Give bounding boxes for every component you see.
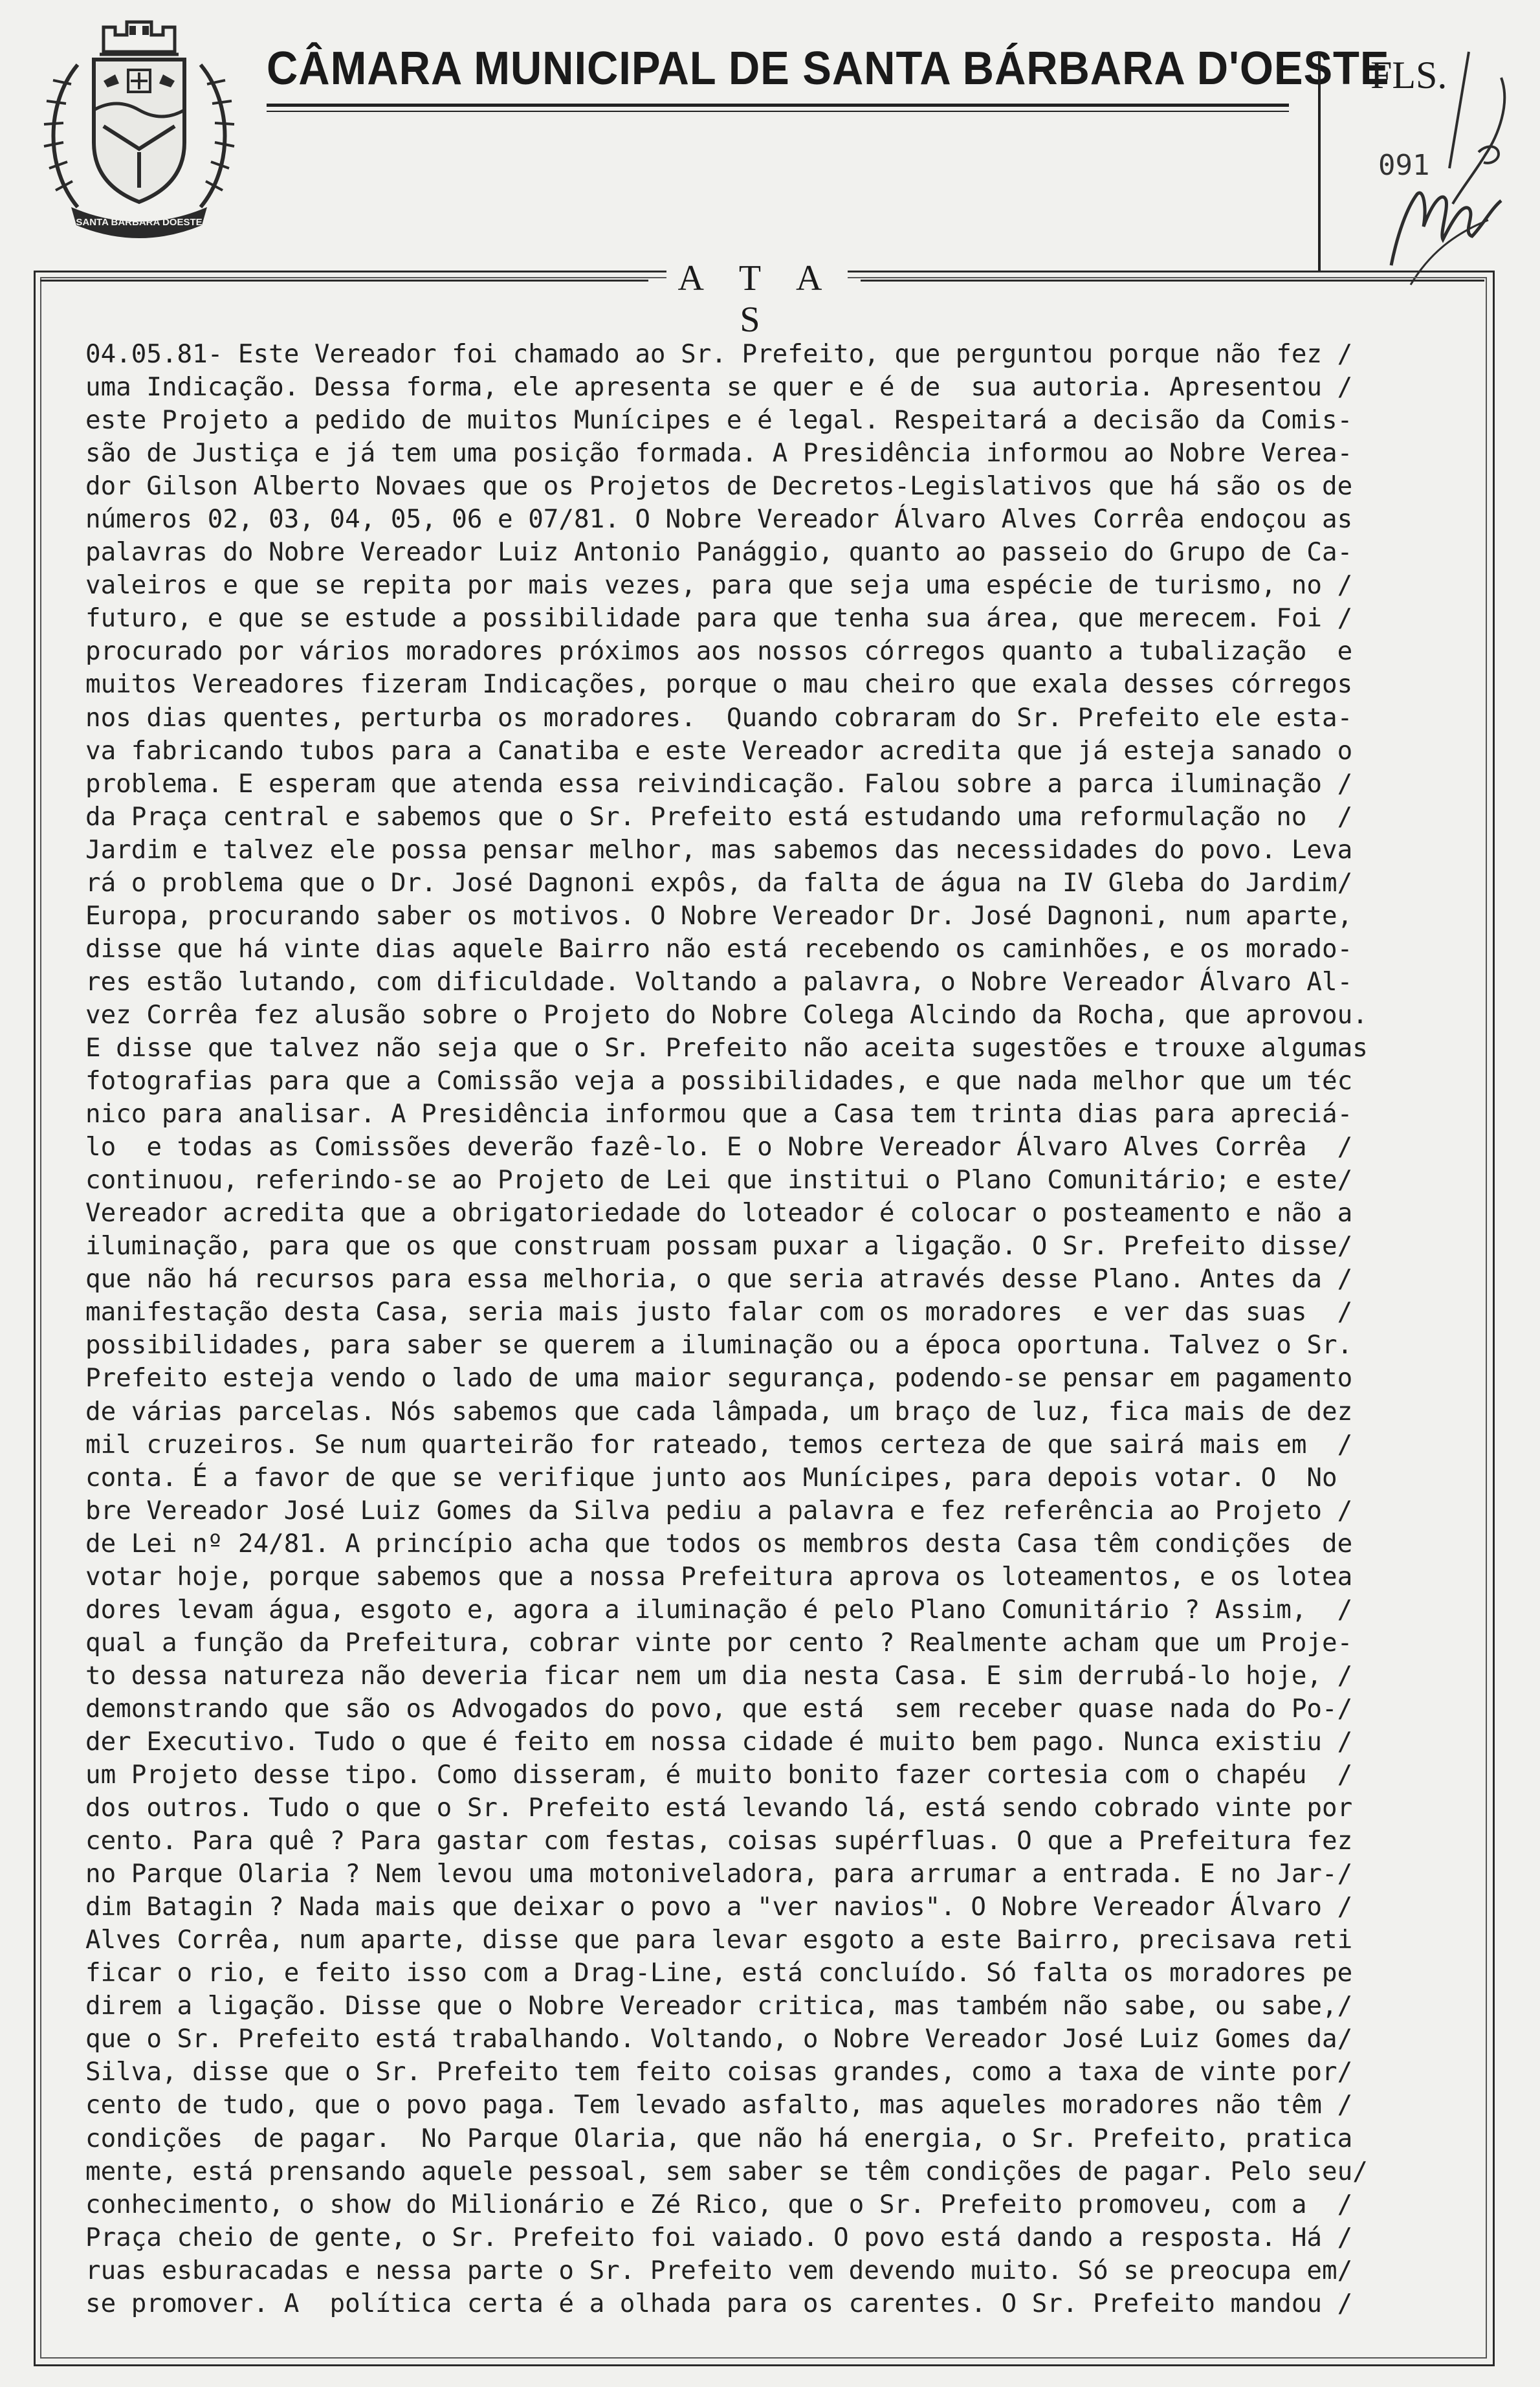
text-line: manifestação desta Casa, seria mais justo falar com os moradores e ver das suas / bbox=[85, 1298, 1353, 1327]
text-line: nico para analisar. A Presidência informou que a Casa tem trinta dias para apreciá- bbox=[85, 1100, 1353, 1129]
folio-number: 091 bbox=[1378, 149, 1430, 182]
text-line: nos dias quentes, perturba os moradores. Quando cobraram do Sr. Prefeito ele esta- bbox=[85, 703, 1353, 733]
text-line: que o Sr. Prefeito está trabalhando. Voltando, o Nobre Vereador José Luiz Gomes da/ bbox=[85, 2025, 1353, 2054]
text-line: lo e todas as Comissões deverão fazê-lo. E o Nobre Vereador Álvaro Alves Corrêa / bbox=[85, 1133, 1353, 1162]
text-line: números 02, 03, 04, 05, 06 e 07/81. O Nobre Vereador Álvaro Alves Corrêa endoçou as bbox=[85, 505, 1353, 535]
text-line: futuro, e que se estude a possibilidade para que tenha sua área, que merecem. Foi / bbox=[85, 604, 1353, 634]
text-line: problema. E esperam que atenda essa reivindicação. Falou sobre a parca iluminação / bbox=[85, 769, 1353, 799]
handwritten-signature bbox=[1372, 39, 1527, 311]
text-line: va fabricando tubos para a Canatiba e este Vereador acredita que já esteja sanado o bbox=[85, 736, 1353, 766]
text-line: Silva, disse que o Sr. Prefeito tem feito coisas grandes, como a taxa de vinte por/ bbox=[85, 2058, 1353, 2087]
text-line: ficar o rio, e feito isso com a Drag-Line, está concluído. Só falta os moradores pe bbox=[85, 1959, 1353, 1988]
text-line: valeiros e que se repita por mais vezes, para que seja uma espécie de turismo, no / bbox=[85, 571, 1353, 601]
text-line: de várias parcelas. Nós sabemos que cada lâmpada, um braço de luz, fica mais de dez bbox=[85, 1397, 1353, 1427]
text-line: E disse que talvez não seja que o Sr. Prefeito não aceita sugestões e trouxe algumas bbox=[85, 1033, 1368, 1063]
text-line: de Lei nº 24/81. A princípio acha que todos os membros desta Casa têm condições de bbox=[85, 1529, 1353, 1559]
text-line: condições de pagar. No Parque Olaria, que não há energia, o Sr. Prefeito, pratica bbox=[85, 2124, 1353, 2153]
text-line: procurado por vários moradores próximos aos nossos córregos quanto a tubalização e bbox=[85, 637, 1353, 667]
text-line: ruas esburacadas e nessa parte o Sr. Prefeito vem devendo muito. Só se preocupa em/ bbox=[85, 2256, 1353, 2285]
text-line: vez Corrêa fez alusão sobre o Projeto do Nobre Colega Alcindo da Rocha, que aprovou. bbox=[85, 1000, 1368, 1030]
text-line: da Praça central e sabemos que o Sr. Prefeito está estudando uma reformulação no / bbox=[85, 802, 1353, 832]
text-line: dim Batagin ? Nada mais que deixar o povo a "ver navios". O Nobre Vereador Álvaro / bbox=[85, 1893, 1353, 1922]
text-line: 04.05.81- Este Vereador foi chamado ao Sr. Prefeito, que perguntou porque não fez / bbox=[85, 340, 1353, 369]
text-line: fotografias para que a Comissão veja a possibilidades, e que nada melhor que um téc bbox=[85, 1067, 1353, 1096]
text-line: disse que há vinte dias aquele Bairro não está recebendo os caminhões, e os morado- bbox=[85, 934, 1353, 964]
text-line: conta. É a favor de que se verifique junto aos Munícipes, para depois votar. O No bbox=[85, 1463, 1337, 1493]
text-line: dos outros. Tudo o que o Sr. Prefeito está levando lá, está sendo cobrado vinte por bbox=[85, 1793, 1353, 1823]
text-line: uma Indicação. Dessa forma, ele apresenta se quer e é de sua autoria. Apresentou / bbox=[85, 373, 1353, 403]
text-line: se promover. A política certa é a olhada para os carentes. O Sr. Prefeito mandou / bbox=[85, 2289, 1353, 2318]
text-line: possibilidades, para saber se querem a iluminação ou a época oportuna. Talvez o Sr. bbox=[85, 1331, 1353, 1360]
text-line: são de Justiça e já tem uma posição formada. A Presidência informou ao Nobre Verea- bbox=[85, 439, 1353, 469]
text-line: mil cruzeiros. Se num quarteirão for rateado, temos certeza de que sairá mais em / bbox=[85, 1430, 1353, 1460]
text-line: um Projeto desse tipo. Como disseram, é muito bonito fazer cortesia com o chapéu / bbox=[85, 1760, 1353, 1790]
text-line: Europa, procurando saber os motivos. O Nobre Vereador Dr. José Dagnoni, num aparte, bbox=[85, 901, 1353, 931]
title-underline-thin bbox=[267, 111, 1289, 112]
section-rule-left bbox=[40, 280, 648, 282]
text-line: qual a função da Prefeitura, cobrar vinte por cento ? Realmente acham que um Proje- bbox=[85, 1628, 1353, 1658]
text-line: continuou, referindo-se ao Projeto de Lei que institui o Plano Comunitário; e este/ bbox=[85, 1166, 1353, 1195]
text-line: este Projeto a pedido de muitos Munícipes e é legal. Respeitará a decisão da Comis- bbox=[85, 406, 1353, 436]
text-line: demonstrando que são os Advogados do povo, que está sem receber quase nada do Po-/ bbox=[85, 1694, 1353, 1724]
text-line: bre Vereador José Luiz Gomes da Silva pediu a palavra e fez referência ao Projeto / bbox=[85, 1496, 1353, 1526]
title-underline bbox=[267, 104, 1289, 107]
text-line: no Parque Olaria ? Nem levou uma motoniveladora, para arrumar a entrada. E no Jar-/ bbox=[85, 1860, 1353, 1889]
text-line: Jardim e talvez ele possa pensar melhor, mas sabemos das necessidades do povo. Leva bbox=[85, 835, 1353, 865]
text-line: iluminação, para que os que construam possam puxar a ligação. O Sr. Prefeito disse/ bbox=[85, 1232, 1353, 1261]
section-title: A T A S bbox=[666, 258, 848, 340]
text-line: cento de tudo, que o povo paga. Tem levado asfalto, mas aqueles moradores não têm / bbox=[85, 2091, 1353, 2120]
municipal-crest-icon bbox=[32, 13, 246, 246]
text-line: direm a ligação. Disse que o Nobre Vereador critica, mas também não sabe, ou sabe,/ bbox=[85, 1992, 1353, 2021]
text-line: to dessa natureza não deveria ficar nem um dia nesta Casa. E sim derrubá-lo hoje, / bbox=[85, 1661, 1353, 1691]
text-line: Praça cheio de gente, o Sr. Prefeito foi vaiado. O povo está dando a resposta. Há / bbox=[85, 2223, 1353, 2252]
text-line: Vereador acredita que a obrigatoriedade do loteador é colocar o posteamento e não a bbox=[85, 1199, 1353, 1228]
crest-motto: SANTA BARBARA DOESTE bbox=[76, 217, 203, 228]
text-line: que não há recursos para essa melhoria, o que seria através desse Plano. Antes da / bbox=[85, 1265, 1353, 1294]
text-line: dor Gilson Alberto Novaes que os Projetos de Decretos-Legislativos que há são os de bbox=[85, 472, 1353, 502]
institution-title: CÂMARA MUNICIPAL DE SANTA BÁRBARA D'OESTE bbox=[267, 43, 1390, 94]
folio-divider bbox=[1318, 52, 1321, 272]
text-line: der Executivo. Tudo o que é feito em nossa cidade é muito bem pago. Nunca existiu / bbox=[85, 1727, 1353, 1757]
text-line: Alves Corrêa, num aparte, disse que para levar esgoto a este Bairro, precisava reti bbox=[85, 1926, 1353, 1955]
text-line: rá o problema que o Dr. José Dagnoni expôs, da falta de água na IV Gleba do Jardim/ bbox=[85, 868, 1353, 898]
folio-label: FLS. bbox=[1370, 54, 1447, 96]
section-rule-right bbox=[861, 280, 1484, 282]
text-line: palavras do Nobre Vereador Luiz Antonio Panággio, quanto ao passeio do Grupo de Ca- bbox=[85, 538, 1353, 568]
minutes-body bbox=[85, 338, 1457, 2320]
text-line: muitos Vereadores fizeram Indicações, porque o mau cheiro que exala desses córregos bbox=[85, 670, 1353, 700]
text-line: votar hoje, porque sabemos que a nossa Prefeitura aprova os loteamentos, e os lotea bbox=[85, 1562, 1353, 1592]
text-line: mente, está prensando aquele pessoal, sem saber se têm condições de pagar. Pelo seu/ bbox=[85, 2157, 1368, 2186]
text-line: res estão lutando, com dificuldade. Voltando a palavra, o Nobre Vereador Álvaro Al- bbox=[85, 967, 1353, 997]
text-line: cento. Para quê ? Para gastar com festas, coisas supérfluas. O que a Prefeitura fez bbox=[85, 1826, 1353, 1856]
text-line: dores levam água, esgoto e, agora a iluminação é pelo Plano Comunitário ? Assim, / bbox=[85, 1595, 1353, 1625]
text-line: Prefeito esteja vendo o lado de uma maior segurança, podendo-se pensar em pagamento bbox=[85, 1364, 1353, 1393]
text-line: conhecimento, o show do Milionário e Zé Rico, que o Sr. Prefeito promoveu, com a / bbox=[85, 2190, 1353, 2219]
